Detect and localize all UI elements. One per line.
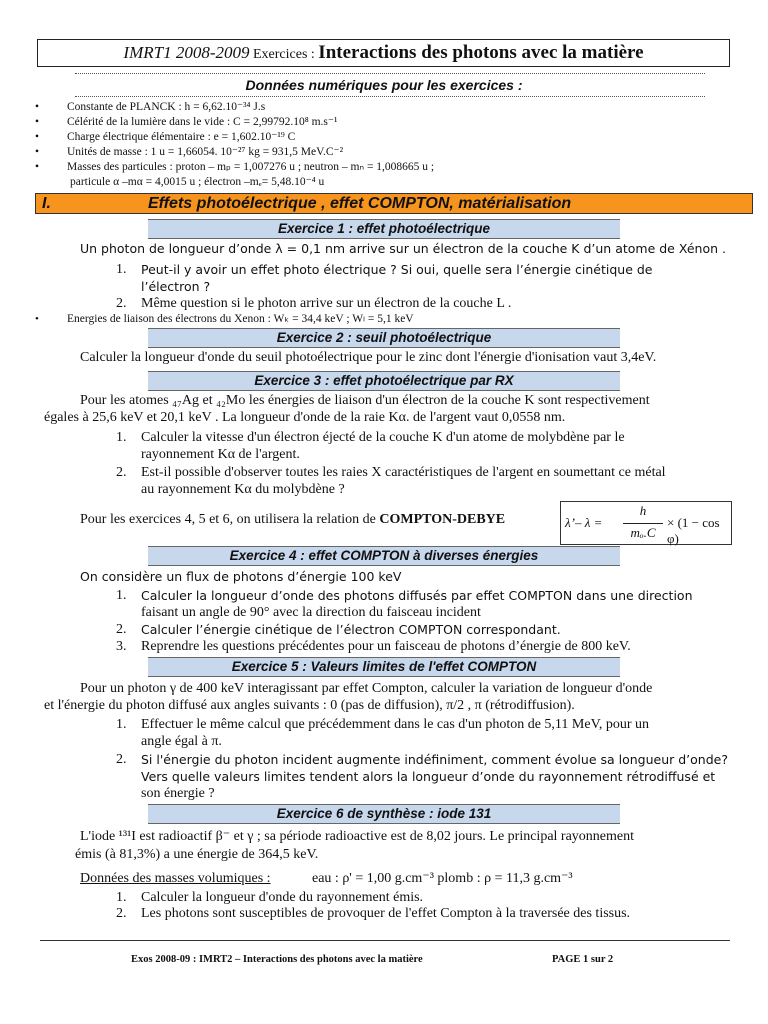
exercise-1-heading: Exercice 1 : effet photoélectrique <box>148 219 620 239</box>
fraction-bar <box>623 523 663 524</box>
exercise-5-q2-cont2: son énergie ? <box>141 786 215 801</box>
compton-formula <box>560 501 732 545</box>
exercise-4-q2: Calculer l’énergie cinétique de l’électron COMPTON correspondant. <box>141 622 561 637</box>
exercise-4-heading: Exercice 4 : effet COMPTON à diverses énergies <box>148 546 620 566</box>
formula-denominator: mₒ.C <box>630 525 656 540</box>
item-number: 2. <box>116 296 127 311</box>
exercise-1-intro: Un photon de longueur d’onde λ = 0,1 nm arrive sur un électron de la couche K d’un atome de Xénon . <box>80 241 726 256</box>
section-number: I. <box>42 195 51 212</box>
exercise-2-text: Calculer la longueur d'onde du seuil photoélectrique pour le zinc dont l'énergie d'ionisation vaut 3,4eV. <box>80 350 657 365</box>
exercise-5-line1: Pour un photon γ de 400 keV interagissant par effet Compton, calculer la variation de longueur d'onde <box>80 681 653 696</box>
item-number: 1. <box>116 717 127 732</box>
item-number: 2. <box>116 465 127 480</box>
exercise-3-q1-cont: rayonnement Kα de l'argent. <box>141 447 300 462</box>
footer-left: Exos 2008-09 : IMRT2 – Interactions des photons avec la matière <box>131 954 423 965</box>
exercise-6-line2: émis (à 81,3%) a une énergie de 364,5 keV. <box>75 847 319 862</box>
exercise-3-q2-cont: au rayonnement Kα du molybdène ? <box>141 482 345 497</box>
compton-debye-label: COMPTON-DEBYE <box>379 512 506 527</box>
page-number: PAGE 1 sur 2 <box>552 954 614 965</box>
exercises-label: Exercices : <box>253 47 315 62</box>
divider <box>75 96 705 97</box>
exercise-5-q1-cont: angle égal à π. <box>141 734 222 749</box>
exercise-5-q2-cont: Vers quelle valeurs limites tendent alors la longueur d’onde du rayonnement rétrodiffusé et <box>141 769 716 784</box>
item-number: 1. <box>116 430 127 445</box>
exercise-3-line2: égales à 25,6 keV et 20,1 keV . La longueur d'onde de la raie Kα. de l'argent vaut 0,0558 nm. <box>44 410 566 425</box>
list-item: particule α –mα = 4,0015 u ; électron –mₑ= 5,48.10⁻⁴ u <box>70 176 325 188</box>
item-number: 1. <box>116 890 127 905</box>
compton-intro: Pour les exercices 4, 5 et 6, on utilisera la relation de COMPTON-DEBYE <box>80 512 506 527</box>
exercise-1-note: Energies de liaison des électrons du Xenon : Wₖ = 34,4 keV ; Wₗ = 5,1 keV <box>67 313 414 325</box>
list-item: • Célérité de la lumière dans le vide : C = 2,99792.10⁸ m.s⁻¹ <box>35 116 338 128</box>
formula-rhs: × (1 − cos φ) <box>667 515 720 546</box>
exercise-1-q1-cont: l’électron ? <box>141 279 211 294</box>
exercise-1-q2: Même question si le photon arrive sur un électron de la couche L . <box>141 296 512 311</box>
exercise-5-q1: Effectuer le même calcul que précédemment dans le cas d'un photon de 5,11 MeV, pour un <box>141 717 650 732</box>
item-number: 2. <box>116 906 127 921</box>
section-heading <box>35 193 753 214</box>
exercise-3-q1: Calculer la vitesse d'un électron éjecté de la couche K d'un atome de molybdène par le <box>141 430 625 445</box>
document-title-box <box>37 39 730 67</box>
item-number: 1. <box>116 262 127 277</box>
constants-list <box>35 100 735 190</box>
exercise-3-heading: Exercice 3 : effet photoélectrique par RX <box>148 371 620 391</box>
exercise-4-intro: On considère un flux de photons d’énergie 100 keV <box>80 569 402 584</box>
item-number: 2. <box>116 752 127 767</box>
densities-values: eau : ρ' = 1,00 g.cm⁻³ plomb : ρ = 11,3 g.cm⁻³ <box>312 871 573 886</box>
exercise-3-q2: Est-il possible d'observer toutes les raies X caractéristiques de l'argent en soumettant ce métal <box>141 465 666 480</box>
exercise-6-q1: Calculer la longueur d'onde du rayonnement émis. <box>141 890 424 905</box>
exercise-6-heading: Exercice 6 de synthèse : iode 131 <box>148 804 620 824</box>
divider <box>75 73 705 74</box>
data-heading: Données numériques pour les exercices : <box>245 77 523 93</box>
footer-divider <box>40 940 730 941</box>
exercise-1-q1: Peut-il y avoir un effet photo électrique ? Si oui, quelle sera l’énergie cinétique de <box>141 262 653 277</box>
bullet: • <box>35 313 39 325</box>
section-title: Effets photoélectrique , effet COMPTON, matérialisation <box>148 195 572 212</box>
exercise-3-line1: Pour les atomes ₄₇Ag et ₄₂Mo les énergies de liaison d'un électron de la couche K sont respectivement <box>80 393 650 408</box>
list-item: • Charge électrique élémentaire : e = 1,602.10⁻¹⁹ C <box>35 131 296 143</box>
list-item: • Masses des particules : proton – mₚ = 1,007276 u ; neutron – mₙ = 1,008665 u ; <box>35 161 435 173</box>
exercise-2-heading: Exercice 2 : seuil photoélectrique <box>148 328 620 348</box>
item-number: 3. <box>116 639 127 654</box>
exercise-5-q2: Si l'énergie du photon incident augmente indéfiniment, comment évolue sa longueur d’onde? <box>141 752 728 767</box>
formula-numerator: h <box>639 503 647 518</box>
exercise-6-line1: L'iode ¹³¹I est radioactif β⁻ et γ ; sa période radioactive est de 8,02 jours. Le principal rayonnement <box>80 829 635 844</box>
item-number: 1. <box>116 588 127 603</box>
exercise-4-q3: Reprendre les questions précédentes pour un faisceau de photons d’énergie de 800 keV. <box>141 639 631 654</box>
exercise-5-heading: Exercice 5 : Valeurs limites de l'effet COMPTON <box>148 657 620 677</box>
exercise-5-line2: et l'énergie du photon diffusé aux angles suivants : 0 (pas de diffusion), π/2 , π (rétrodiffusion). <box>44 698 575 713</box>
page-title: Interactions des photons avec la matière <box>318 42 644 63</box>
formula-lhs: λ’– λ = <box>565 515 603 530</box>
exercise-4-q1-cont: faisant un angle de 90° avec la direction du faisceau incident <box>141 605 481 620</box>
list-item: • Constante de PLANCK : h = 6,62.10⁻³⁴ J.s <box>35 101 266 113</box>
list-item: • Unités de masse : 1 u = 1,66054. 10⁻²⁷ kg = 931,5 MeV.C⁻² <box>35 146 344 158</box>
densities-label: Données des masses volumiques : <box>80 871 271 886</box>
item-number: 2. <box>116 622 127 637</box>
course-label: IMRT1 2008-2009 <box>123 43 250 62</box>
exercise-6-q2: Les photons sont susceptibles de provoquer de l'effet Compton à la traversée des tissus. <box>141 906 631 921</box>
exercise-4-q1: Calculer la longueur d’onde des photons diffusés par effet COMPTON dans une direction <box>141 588 693 603</box>
